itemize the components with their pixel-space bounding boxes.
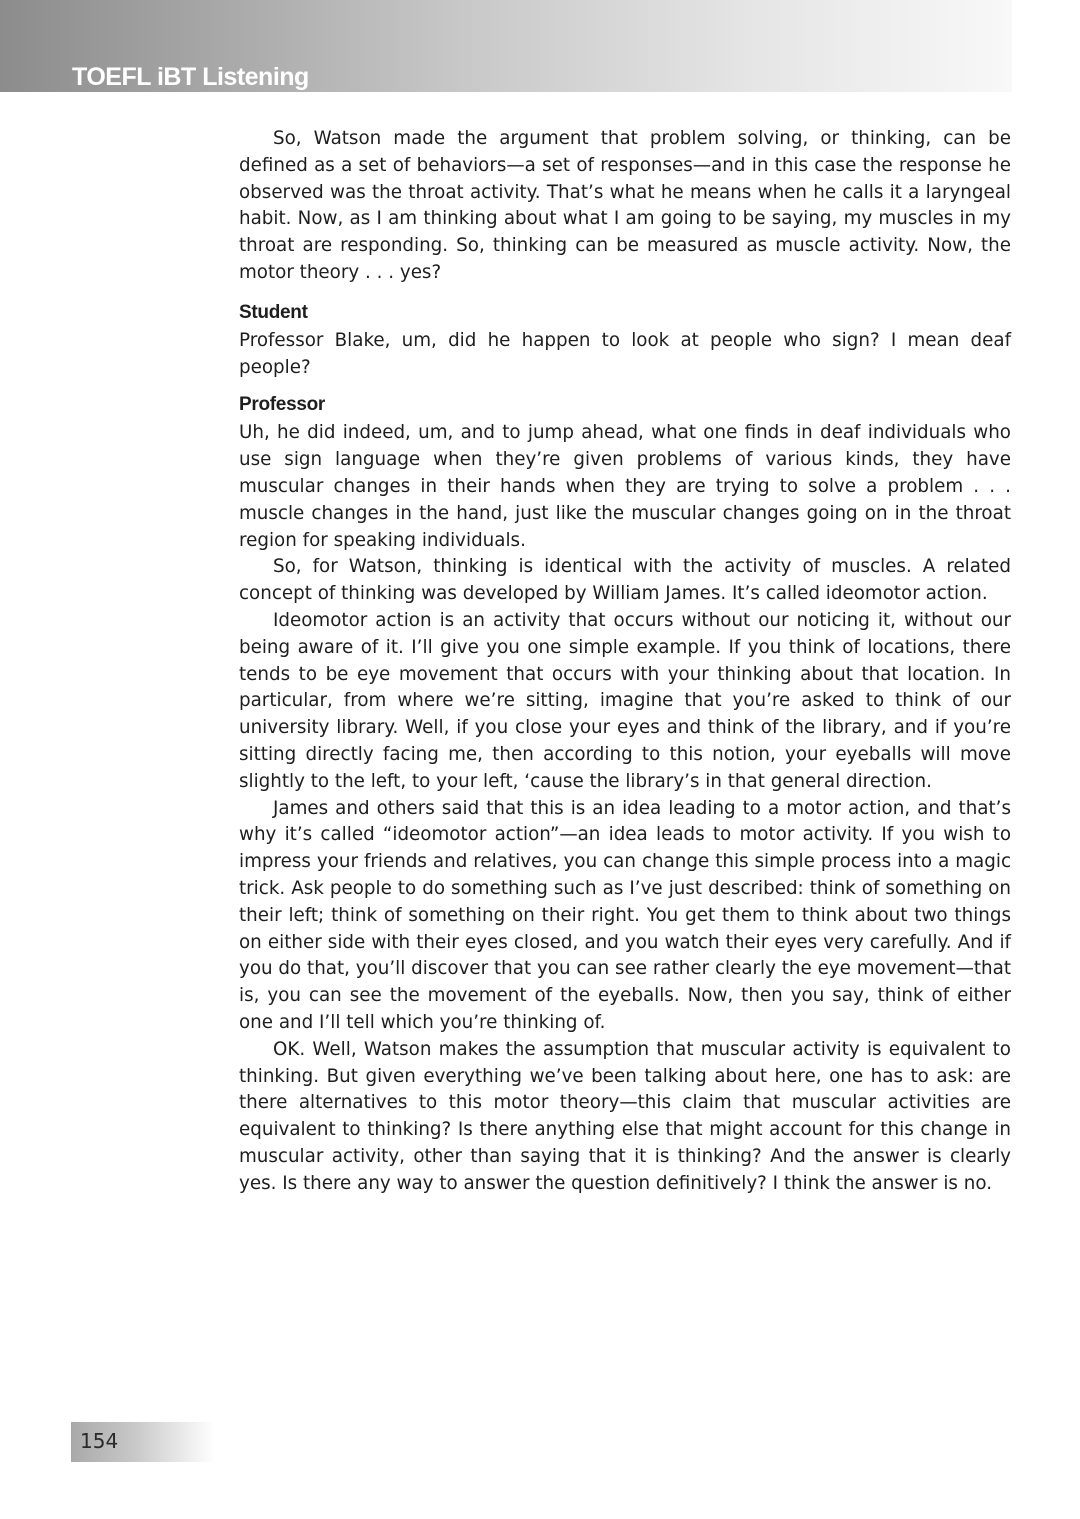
speaker-label-professor: Professor: [239, 394, 326, 416]
paragraph-professor-intro: So, Watson made the argument that problem solving, or thinking, can be defined as a set of behaviors—a set of responses—and in this case the response he observed was the throat activity. That’s what he means when he calls it a laryngeal habit. Now, as I am thinking about what I am going to be saying, my muscles in my throat are responding. So, thinking can be measured as muscle activity. Now, the motor theory . . . yes?: [239, 128, 1011, 283]
page-content: [239, 126, 1011, 1197]
paragraph-watson-thinking: So, for Watson, thinking is identical with the activity of muscles. A related concept of thinking was developed by William James. It’s called ideomotor action.: [239, 556, 1011, 605]
paragraph-student-question: Professor Blake, um, did he happen to look at people who sign? I mean deaf people?: [239, 329, 1011, 378]
paragraph-magic-trick: James and others said that this is an idea leading to a motor action, and that’s why it’s called “ideomotor action”—an idea leads to motor activity. If you wish to impress your friends and relatives, you can change this simple process into a magic trick. Ask people to do something such as I’ve just described: think of something on their left; think of something on their right. You get them to think about two things on either side with their eyes closed, and you watch their eyes very carefully. And if you do that, you’ll discover that you can see rather clearly the eye movement—that is, you can see the movement of the eyeballs. Now, then you say, think of either one and I’ll tell which you’re thinking of.: [239, 797, 1011, 1033]
book-title: TOEFL iBT Listening: [72, 63, 309, 91]
paragraph-motor-theory-conclusion: OK. Well, Watson makes the assumption that muscular activity is equivalent to thinking. But given everything we’ve been talking about here, one has to ask: are there alternatives to this motor theory—this claim that muscular activities are equivalent to thinking? Is there anything else that might account for this change in muscular activity, other than saying that it is thinking? And the answer is clearly yes. Is there any way to answer the question definitively? I think the answer is no.: [239, 1038, 1011, 1194]
speaker-label-student: Student: [239, 301, 308, 323]
paragraph-deaf-individuals: Uh, he did indeed, um, and to jump ahead, what one finds in deaf individuals who use sign language when they’re given problems of various kinds, they have muscular changes in their hands when they are trying to solve a problem . . . muscle changes in the hand, just like the muscular changes going on in the throat region for speaking individuals.: [239, 422, 1011, 551]
page-number: 154: [80, 1429, 119, 1453]
paragraph-ideomotor-action: Ideomotor action is an activity that occurs without our noticing it, without our being aware of it. I’ll give you one simple example. If you think of locations, there tends to be eye movement that occurs with your thinking about that location. In particular, from where we’re sitting, imagine that you’re asked to think of our university library. Well, if you close your eyes and think of the library, and if you’re sitting directly facing me, then according to this notion, your eyeballs will move slightly to the left, to your left, ‘cause the library’s in that general direction.: [239, 609, 1011, 792]
